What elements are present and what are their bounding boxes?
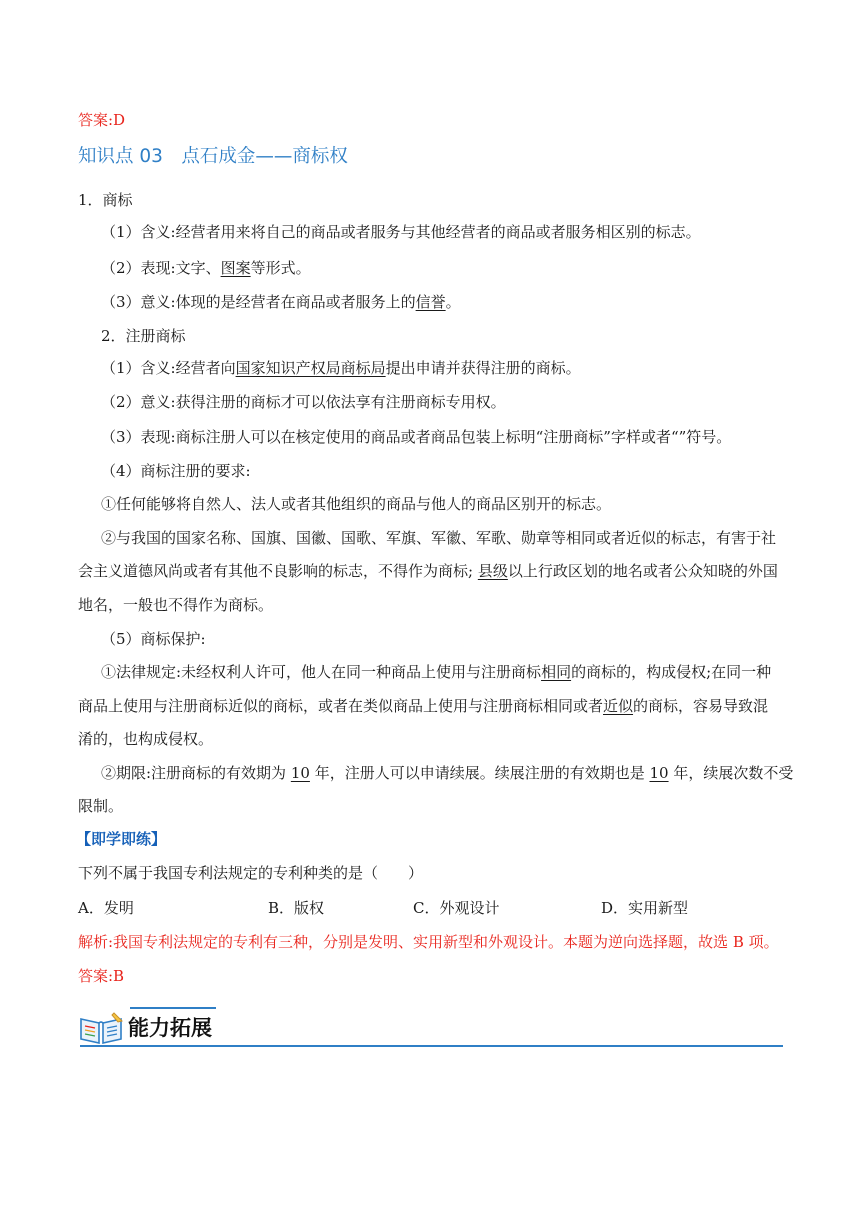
- option-b: B．版权: [268, 899, 325, 917]
- option-a: A．发明: [78, 899, 134, 917]
- item2-line3: （3）表现:商标注册人可以在核定使用的商品或者商品包装上标明“注册商标”字样或者“”符号。: [101, 428, 732, 446]
- protection-2a: ②期限:注册商标的有效期为 10 年，注册人可以申请续展。续展注册的有效期也是 10 年，续展次数不受: [101, 764, 794, 782]
- item2-line5: （5）商标保护:: [101, 630, 206, 648]
- practice-label: 【即学即练】: [76, 830, 167, 848]
- section-rule: [80, 1045, 783, 1047]
- protection-2b: 限制。: [78, 797, 124, 815]
- item1-heading: 1．商标: [78, 191, 133, 209]
- item1-line3: （3）意义:体现的是经营者在商品或者服务上的信誉。: [101, 293, 461, 311]
- requirement-2c: 地名，一般也不得作为商标。: [78, 596, 274, 614]
- option-c: C．外观设计: [413, 899, 500, 917]
- requirement-2a: ②与我国的国家名称、国旗、国徽、国歌、军旗、军徽、军歌、勋章等相同或者近似的标志，有害于社: [101, 529, 777, 547]
- practice-question: 下列不属于我国专利法规定的专利种类的是（ ）: [78, 864, 424, 882]
- option-d: D．实用新型: [601, 899, 689, 917]
- section2-title: 能力拓展: [128, 1016, 212, 1040]
- analysis-text: 解析:我国专利法规定的专利有三种，分别是发明、实用新型和外观设计。本题为逆向选择题，故选 B 项。: [78, 933, 779, 951]
- item2-heading: 2．注册商标: [101, 327, 186, 345]
- protection-1a: ①法律规定:未经权利人许可，他人在同一种商品上使用与注册商标相同的商标的，构成侵权;在同一种: [101, 663, 772, 681]
- requirement-1: ①任何能够将自然人、法人或者其他组织的商品与他人的商品区别开的标志。: [101, 495, 612, 513]
- requirement-2b: 会主义道德风尚或者有其他不良影响的标志，不得作为商标; 县级以上行政区划的地名或者公众知晓的外国: [78, 562, 778, 580]
- section-rule-top: [130, 1007, 216, 1009]
- answer-top: 答案:D: [78, 111, 126, 129]
- protection-1c: 淆的，也构成侵权。: [78, 730, 214, 748]
- item1-line1: （1）含义:经营者用来将自己的商品或者服务与其他经营者的商品或者服务相区别的标志。: [101, 223, 701, 241]
- section-title: 知识点 03 点石成金——商标权: [78, 146, 348, 167]
- item2-line1: （1）含义:经营者向国家知识产权局商标局提出申请并获得注册的商标。: [101, 359, 581, 377]
- protection-1b: 商品上使用与注册商标近似的商标，或者在类似商品上使用与注册商标相同或者近似的商标，容易导致混: [78, 697, 769, 715]
- item1-line2: （2）表现:文字、图案等形式。: [101, 259, 311, 277]
- item2-line4: （4）商标注册的要求:: [101, 462, 251, 480]
- open-book-icon: [78, 1011, 124, 1045]
- answer-bottom: 答案:B: [78, 967, 125, 985]
- item2-line2: （2）意义:获得注册的商标才可以依法享有注册商标专用权。: [101, 393, 506, 411]
